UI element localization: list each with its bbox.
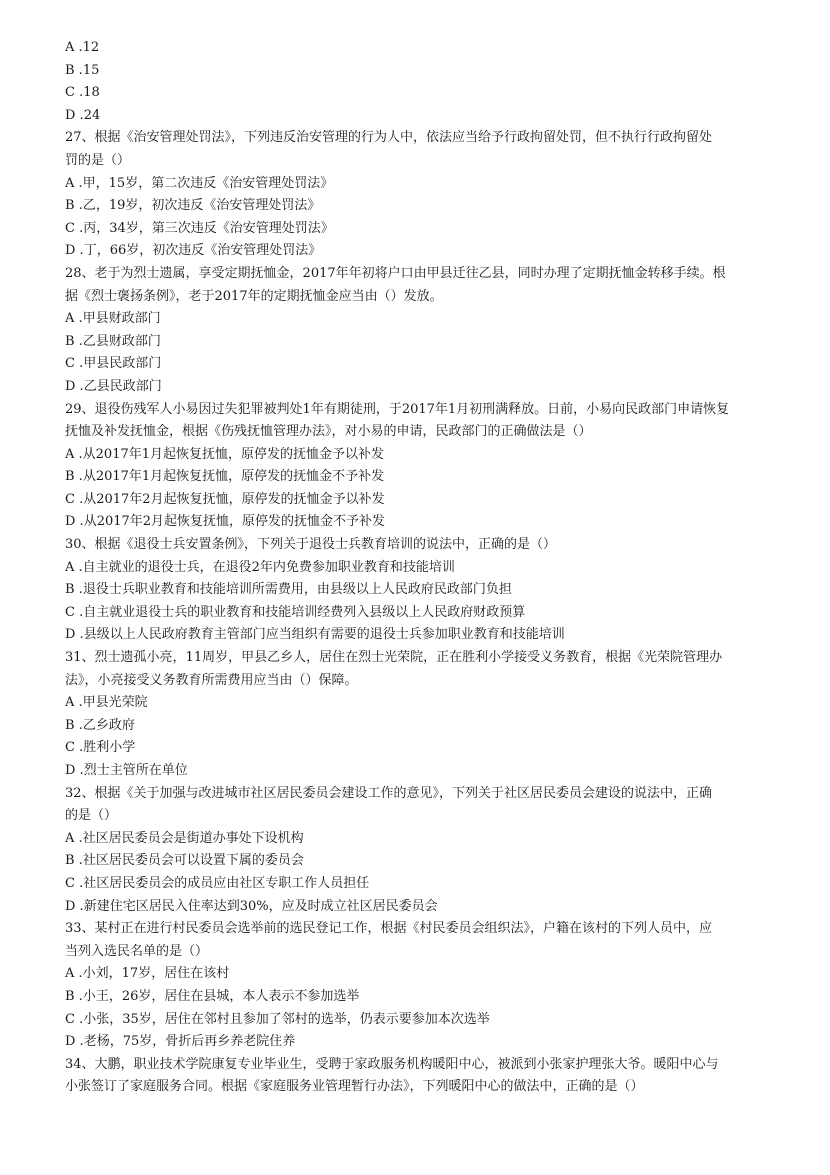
option-d: D .24: [65, 107, 101, 123]
option-a: A .小刘，17岁，居住在该村: [65, 966, 230, 982]
option-a: A .自主就业的退役士兵，在退役2年内免费参加职业教育和技能培训: [65, 559, 455, 575]
option-b: B .从2017年1月起恢复抚恤，原停发的抚恤金不予补发: [65, 469, 385, 485]
option-a: A .甲县光荣院: [65, 695, 148, 711]
question-33: [65, 918, 765, 1054]
option-d: D .烈士主管所在单位: [65, 763, 188, 778]
exam-page: [65, 37, 765, 1099]
option-a: A .从2017年1月起恢复抚恤，原停发的抚恤金予以补发: [65, 446, 385, 462]
option-b: B .退役士兵职业教育和技能培训所需费用，由县级以上人民政府民政部门负担: [65, 582, 512, 598]
question-stem: 据《烈士褒扬条例》，老于2017年的定期抚恤金应当由（）发放。: [65, 288, 443, 304]
option-b: B .乙县财政部门: [65, 333, 161, 349]
option-a: A .社区居民委员会是街道办事处下设机构: [65, 830, 304, 846]
question-stem: 31、烈士遗孤小亮，11周岁，甲县乙乡人，居住在烈士光荣院，正在胜利小学接受义务教育，根据《光荣院管理办: [65, 650, 723, 666]
question-stem: 罚的是（）: [65, 152, 131, 168]
option-d: D .老杨，75岁，骨折后再乡养老院住养: [65, 1034, 296, 1050]
option-c: C .胜利小学: [65, 740, 136, 756]
question-30: [65, 534, 765, 647]
option-b: B .社区居民委员会可以设置下属的委员会: [65, 853, 304, 869]
question-stem: 当列入选民名单的是（）: [65, 943, 209, 959]
question-stem: 30、根据《退役士兵安置条例》，下列关于退役士兵教育培训的说法中，正确的是（）: [65, 537, 557, 553]
previous-question-options: [65, 37, 765, 127]
option-a: A .甲，15岁，第二次违反《治安管理处罚法》: [65, 175, 334, 191]
question-stem: 34、大鹏，职业技术学院康复专业毕业生，受聘于家政服务机构暖阳中心，被派到小张家护理张大爷。暖阳中心与: [65, 1056, 719, 1072]
question-stem: 27、根据《治安管理处罚法》，下列违反治安管理的行为人中，依法应当给予行政拘留处罚，但不执行行政拘留处: [65, 130, 713, 146]
option-c: C .从2017年2月起恢复抚恤，原停发的抚恤金予以补发: [65, 491, 385, 507]
question-32: [65, 783, 765, 919]
option-c: C .自主就业退役士兵的职业教育和技能培训经费列入县级以上人民政府财政预算: [65, 604, 526, 620]
question-stem: 抚恤及补发抚恤金，根据《伤残抚恤管理办法》，对小易的申请，民政部门的正确做法是（）: [65, 424, 592, 440]
option-d: D .丁，66岁，初次违反《治安管理处罚法》: [65, 243, 322, 259]
question-34: [65, 1054, 765, 1099]
question-29: [65, 399, 765, 535]
option-b: B .15: [65, 62, 100, 78]
question-28: [65, 263, 765, 399]
question-stem: 的是（）: [65, 808, 118, 824]
question-stem: 小张签订了家庭服务合同。根据《家庭服务业管理暂行办法》，下列暖阳中心的做法中，正确的是（）: [65, 1079, 644, 1095]
option-c: C .18: [65, 85, 100, 101]
question-stem: 法》，小亮接受义务教育所需费用应当由（）保障。: [65, 672, 358, 688]
option-a: A .12: [65, 40, 100, 55]
option-c: C .甲县民政部门: [65, 356, 162, 372]
option-b: B .小王，26岁，居住在县城，本人表示不参加选举: [65, 988, 360, 1004]
question-31: [65, 647, 765, 783]
option-d: D .新建住宅区居民入住率达到30%，应及时成立社区居民委员会: [65, 898, 438, 914]
option-d: D .乙县民政部门: [65, 378, 162, 394]
option-d: D .从2017年2月起恢复抚恤，原停发的抚恤金不予补发: [65, 514, 386, 530]
question-27: [65, 127, 765, 263]
option-c: C .丙，34岁，第三次违反《治安管理处罚法》: [65, 220, 334, 236]
question-stem: 29、退役伤残军人小易因过失犯罪被判处1年有期徒刑，于2017年1月初刑满释放。日前，小易向民政部门申请恢复: [65, 401, 730, 417]
option-b: B .乙，19岁，初次违反《治安管理处罚法》: [65, 198, 321, 214]
question-stem: 28、老于为烈士遗属，享受定期抚恤金，2017年年初将户口由甲县迁往乙县，同时办理了定期抚恤金转移手续。根: [65, 265, 726, 281]
question-stem: 33、某村正在进行村民委员会选举前的选民登记工作，根据《村民委员会组织法》，户籍在该村的下列人员中，应: [65, 921, 713, 937]
option-c: C .社区居民委员会的成员应由社区专职工作人员担任: [65, 875, 370, 891]
question-stem: 32、根据《关于加强与改进城市社区居民委员会建设工作的意见》，下列关于社区居民委员会建设的说法中，正确: [65, 785, 713, 801]
option-b: B .乙乡政府: [65, 717, 135, 733]
option-d: D .县级以上人民政府教育主管部门应当组织有需要的退役士兵参加职业教育和技能培训: [65, 627, 565, 643]
option-c: C .小张，35岁，居住在邻村且参加了邻村的选举，仍表示要参加本次选举: [65, 1011, 490, 1027]
option-a: A .甲县财政部门: [65, 311, 161, 327]
